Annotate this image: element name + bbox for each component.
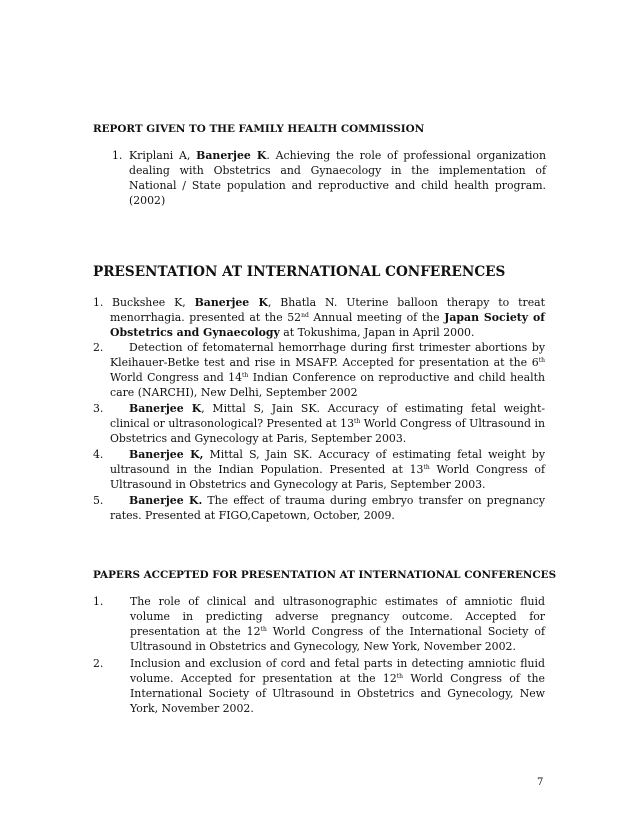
section-title-report: REPORT GIVEN TO THE FAMILY HEALTH COMMISSION xyxy=(93,123,425,135)
item-text: Banerjee K. The effect of trauma during embryo transfer on pregnancy rates. Presented at FIGO,Capetown, October, 2009. xyxy=(110,494,545,522)
author-bold: Banerjee K xyxy=(194,296,268,309)
item-text: Banerjee K, Mittal S, Jain SK. Accuracy of estimating fetal weight by ultrasound in the Indian Population. Presented at 13th World Congress of Ultrasound in Obstetrics and Gynecology at Paris, September 2003. xyxy=(110,448,545,491)
list-item xyxy=(93,295,545,340)
list-item xyxy=(93,493,545,523)
item-number: 2. xyxy=(93,657,104,670)
list-item xyxy=(112,148,546,208)
item-text: Detection of fetomaternal hemorrhage during first trimester abortions by Kleihauer-Betke test and rise in MSAFP. Accepted for presentation at the 6th World Congress and 14th Indian Conference on reproductive and child health care (NARCHI), New Delhi, September 2002 xyxy=(110,341,545,399)
author-bold: Banerjee K, xyxy=(129,448,204,461)
item-number: 5. xyxy=(93,494,104,507)
item-text: The role of clinical and ultrasonographic estimates of amniotic fluid volume in predicting adverse pregnancy outcome. Accepted for presentation at the 12th World Congress of the International Society of Ultrasound in Obstetrics and Gynecology, New York, November 2002. xyxy=(130,595,546,653)
author-bold: Banerjee K xyxy=(196,149,267,162)
list-item xyxy=(93,594,545,654)
item-number: 2. xyxy=(93,341,104,354)
list-item xyxy=(93,340,545,400)
item-text: Buckshee K, Banerjee K, Bhatla N. Uterine balloon therapy to treat menorrhagia. presented at the 52nd Annual meeting of the Japan Society of Obstetrics and Gynaecology at Tokushima, Japan in April 2000. xyxy=(110,296,546,339)
author-bold: Banerjee K xyxy=(129,402,202,415)
item-number: 3. xyxy=(93,402,104,415)
item-number: 1. xyxy=(93,595,104,608)
page-number: 7 xyxy=(537,777,544,788)
list-item xyxy=(93,447,545,492)
society-bold: Japan Society of Obstetrics and Gynaecology xyxy=(110,311,545,339)
item-number: 4. xyxy=(93,448,104,461)
item-text: Inclusion and exclusion of cord and fetal parts in detecting amniotic fluid volume. Accepted for presentation at the 12th World Congress of the International Society of Ultrasound in Obstetrics and Gynecology, New York, November 2002. xyxy=(130,657,545,715)
list-item xyxy=(93,401,545,446)
item-number: 1. xyxy=(93,296,104,309)
list-item xyxy=(93,656,545,716)
item-text: Banerjee K, Mittal S, Jain SK. Accuracy of estimating fetal weight- clinical or ultrasonological? Presented at 13th World Congress of Ultrasound in Obstetrics and Gynecology at Paris, September 2003. xyxy=(110,402,546,445)
author-bold: Banerjee K. xyxy=(129,494,203,507)
section-title-presentations: PRESENTATION AT INTERNATIONAL CONFERENCES xyxy=(93,264,506,280)
item-number: 1. xyxy=(112,149,123,162)
section-title-papers: PAPERS ACCEPTED FOR PRESENTATION AT INTERNATIONAL CONFERENCES xyxy=(93,569,557,581)
item-text: Kriplani A, Banerjee K. Achieving the role of professional organization dealing with Obstetrics and Gynaecology in the implementation of National / State population and reproductive and child health program. (2002) xyxy=(129,149,547,207)
